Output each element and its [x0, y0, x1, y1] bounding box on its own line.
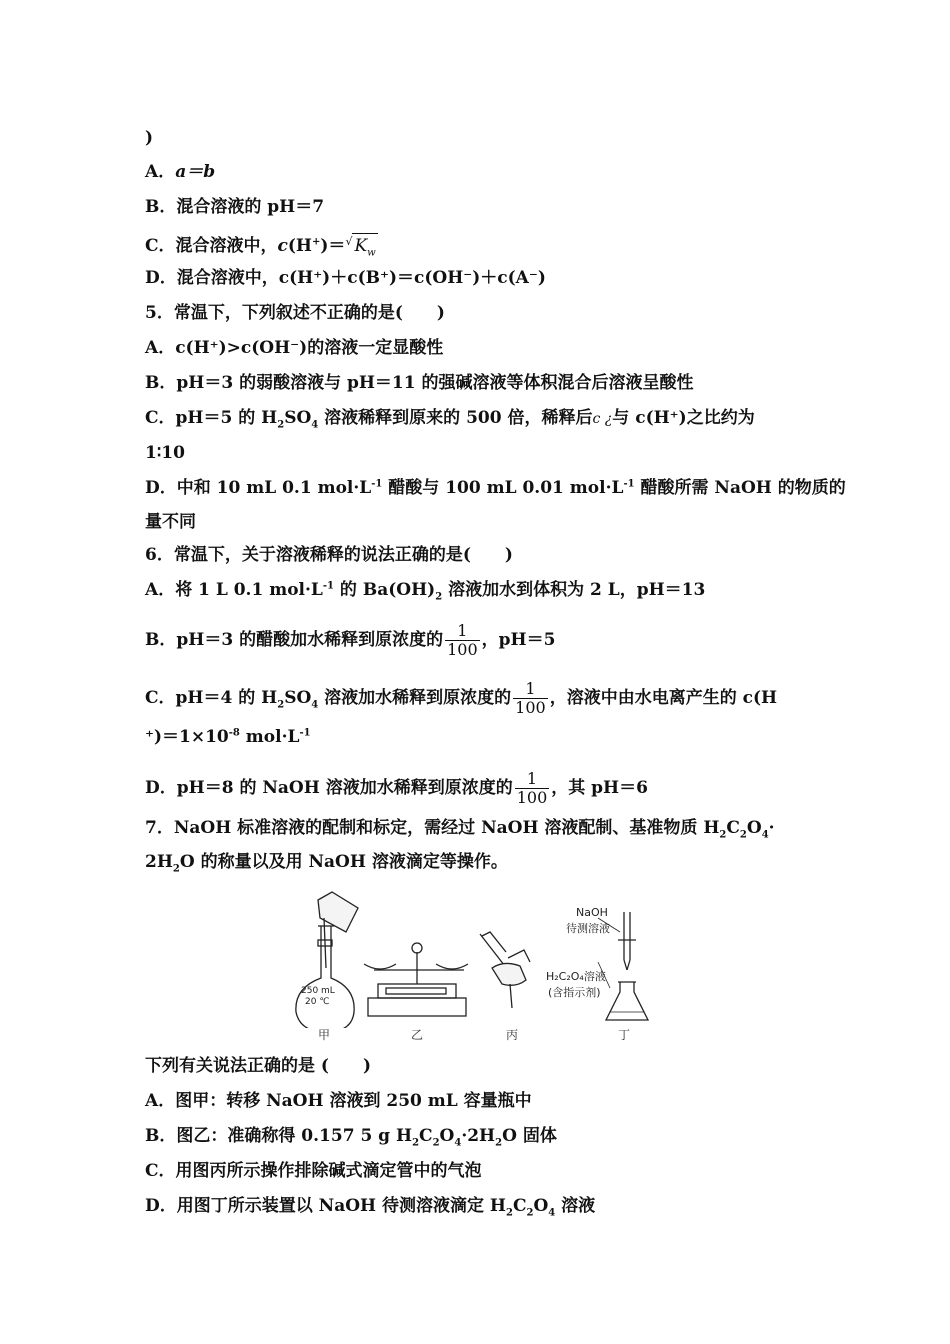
q7-option-b: B．图乙：准确称得 0.157 5 g $H_2C_2O_4\cdot 2H_2O$ 固体 — [145, 1126, 557, 1149]
q6-option-c-cont: $^+)=1\times 10^{-8}$ $mol\cdot L^{-1}$ — [145, 727, 311, 747]
flask-volume-label: 250 mL — [301, 986, 335, 996]
q5-option-a: A．c(H⁺)>c(OH⁻)的溶液一定显酸性 — [145, 338, 444, 358]
question-7-stem-cont: $2H_2O$ 的称量以及用 NaOH 溶液滴定等操作。 — [145, 852, 508, 875]
flask-temp-label: 20 ℃ — [305, 997, 330, 1007]
oxalic-acid-label: H₂C₂O₄溶液 — [546, 970, 606, 983]
q6-option-a: A．将 1 L 0.1 $mol\cdot L^{-1}$ 的 $Ba(OH)_2$ 溶液加水到体积为 2 L，pH＝13 — [145, 580, 706, 603]
q6-option-b: B．pH＝3 的醋酸加水稀释到原浓度的 $\frac{1}{100}$ ，pH＝5 — [145, 621, 556, 659]
q7-question: 下列有关说法正确的是 ( ) — [145, 1056, 372, 1076]
figure-caption-jia: 甲 — [318, 1028, 331, 1042]
q4-option-a: A．a＝b — [145, 162, 216, 182]
question-4-tail: ) — [145, 128, 154, 148]
q7-option-a: A．图甲：转移 NaOH 溶液到 250 mL 容量瓶中 — [145, 1091, 532, 1111]
balance-icon — [364, 943, 468, 1016]
q7-option-d: D．用图丁所示装置以 NaOH 待测溶液滴定 $H_2C_2O_4$ 溶液 — [145, 1196, 596, 1219]
q4-option-d: D．混合溶液中，c(H⁺)＋c(B⁺)＝c(OH⁻)＋c(A⁻) — [145, 268, 546, 288]
q6-option-c: C．pH＝4 的 $H_2SO_4$ 溶液加水稀释到原浓度的 $\frac{1}{100}$ ，溶液中由水电离产生的 c(H — [145, 679, 778, 717]
indicator-label: (含指示剂) — [548, 986, 601, 999]
question-5-stem: 5．常温下，下列叙述不正确的是( ) — [145, 303, 445, 323]
apparatus-drawing — [280, 888, 670, 1028]
lab-apparatus-figure — [280, 888, 670, 1046]
figure-caption-bing: 丙 — [506, 1028, 519, 1042]
fraction-1-100: $\frac{1}{100}$ — [516, 769, 548, 807]
q5-option-b: B．pH＝3 的弱酸溶液与 pH＝11 的强碱溶液等体积混合后溶液呈酸性 — [145, 373, 694, 393]
q5-option-c: C．pH＝5 的 $H_2SO_4$ 溶液稀释到原来的 500 倍，稀释后c ¿与 c(H⁺)之比约为 — [145, 408, 755, 431]
q6-option-d: D．pH＝8 的 NaOH 溶液加水稀释到原浓度的 $\frac{1}{100}$ ，其 pH＝6 — [145, 769, 648, 807]
naoh-test-solution-label: 待测溶液 — [566, 922, 610, 935]
question-6-stem: 6．常温下，关于溶液稀释的说法正确的是( ) — [145, 545, 513, 565]
burette-tip-icon — [480, 932, 530, 1008]
q4-option-c: C．混合溶液中，c(H+)＝√ $K_w$ — [145, 235, 376, 259]
fraction-1-100: $\frac{1}{100}$ — [515, 679, 546, 717]
q4-option-b: B．混合溶液的 pH＝7 — [145, 197, 325, 217]
question-7-stem: 7．NaOH 标准溶液的配制和标定，需经过 NaOH 溶液配制、基准物质 $H_2C_2O_4\cdot$ — [145, 818, 775, 841]
q5-option-c-cont: 1∶10 — [145, 443, 185, 463]
q5-option-d-cont: 量不同 — [145, 512, 196, 532]
naoh-label: NaOH — [576, 906, 608, 919]
q7-option-c: C．用图丙所示操作排除碱式滴定管中的气泡 — [145, 1161, 482, 1181]
figure-caption-yi: 乙 — [411, 1028, 424, 1042]
figure-caption-ding: 丁 — [618, 1028, 631, 1042]
volumetric-flask-icon — [296, 892, 358, 1028]
fraction-1-100: $\frac{1}{100}$ — [447, 621, 478, 659]
q5-option-d: D．中和 10 mL 0.1 $mol\cdot L^{-1}$ 醋酸与 100 mL 0.01 $mol\cdot L^{-1}$ 醋酸所需 NaOH 的物质的 — [145, 478, 846, 498]
